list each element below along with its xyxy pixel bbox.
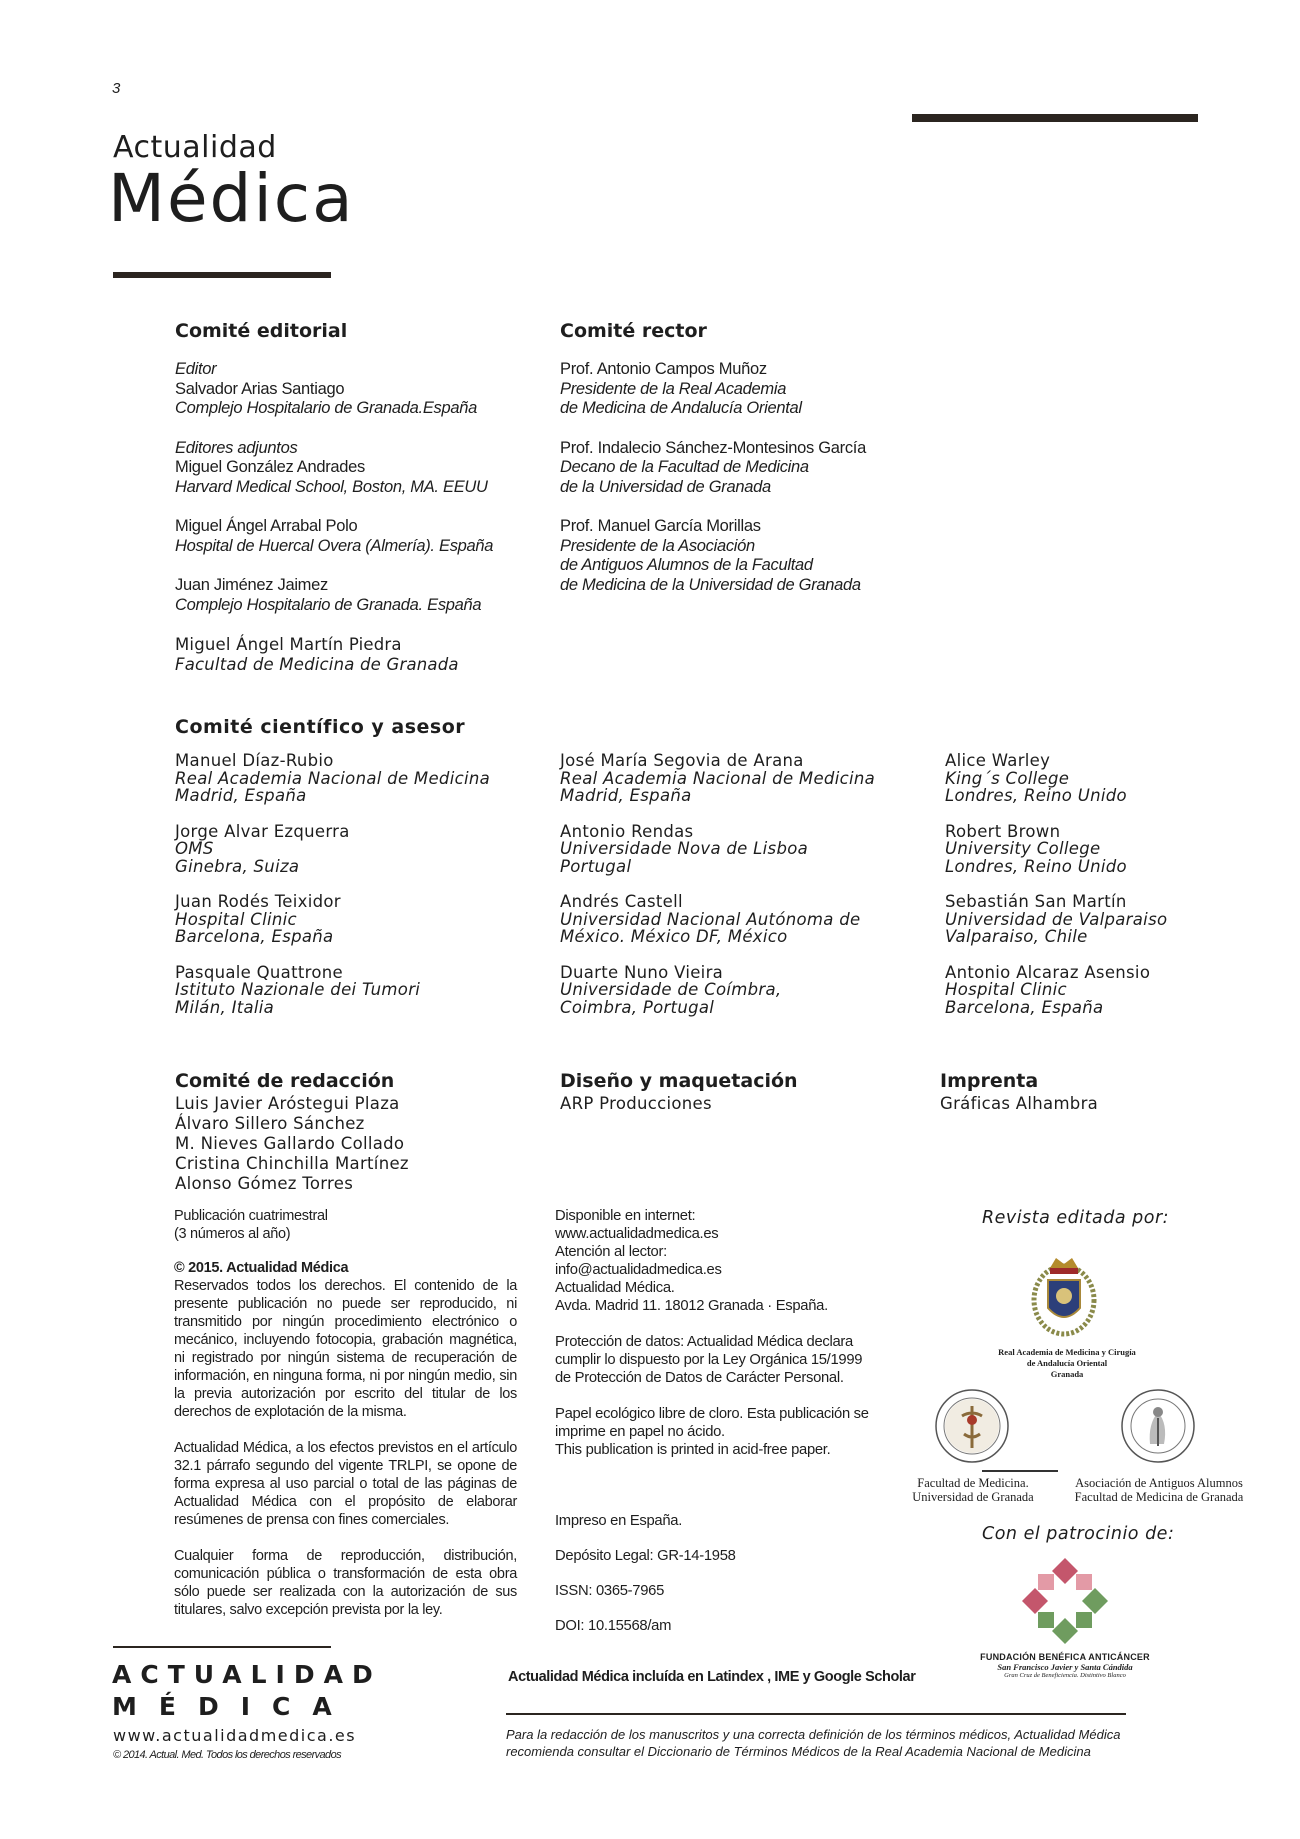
website-link[interactable]: www.actualidadmedica.es: [555, 1226, 719, 1242]
doi: DOI: 10.15568/am: [555, 1618, 672, 1634]
asociacion-seal-icon: [1120, 1388, 1196, 1464]
editorial-name: Miguel González Andrades: [175, 458, 366, 476]
email-link[interactable]: info@actualidadmedica.es: [555, 1262, 722, 1278]
member-name: Manuel Díaz-Rubio: [175, 751, 334, 770]
member-affil: Istituto Nazionale dei Tumori: [175, 980, 421, 999]
facultad-seal-icon: [934, 1388, 1010, 1464]
cientifico-member: [560, 823, 930, 876]
info-line: Actualidad Médica.: [555, 1280, 675, 1296]
member-name: Antonio Alcaraz Asensio: [945, 962, 1151, 982]
editorial-group: [175, 360, 545, 419]
editorial-group: [175, 576, 545, 615]
member-name: Alice Warley: [945, 751, 1051, 770]
redaccion-name: M. Nieves Gallardo Collado: [175, 1134, 405, 1153]
academia-caption: [982, 1347, 1152, 1380]
footer-logo-rule: [113, 1646, 331, 1648]
cientifico-member: [560, 893, 930, 946]
member-location: Valparaiso, Chile: [945, 927, 1088, 946]
fundacion-name: FUNDACIÓN BENÉFICA ANTICÁNCER: [980, 1652, 1150, 1662]
editorial-affil: Facultad de Medicina de Granada: [175, 654, 459, 674]
member-name: José María Segovia de Arana: [560, 751, 804, 770]
member-affil: Universidade de Coímbra,: [560, 980, 782, 999]
member-location: Ginebra, Suiza: [175, 856, 300, 876]
rector-group: [560, 517, 980, 595]
redaccion-list: [175, 1094, 409, 1194]
comite-editorial-title: Comité editorial: [175, 320, 348, 342]
imprenta-value: Gráficas Alhambra: [940, 1094, 1099, 1113]
redaccion-name: Cristina Chinchilla Martínez: [175, 1154, 409, 1173]
cientifico-member: [175, 823, 545, 876]
cientifico-member: [945, 964, 1205, 1017]
rector-group: [560, 360, 980, 419]
comite-rector-title: Comité rector: [560, 320, 707, 342]
member-affil: Real Academia Nacional de Medicina: [175, 768, 491, 788]
proteccion-line: de Protección de Datos de Carácter Personal.: [555, 1370, 844, 1386]
editorial-affil: Hospital de Huercal Overa (Almería). España: [175, 536, 494, 555]
patrocinio-label: Con el patrocinio de:: [982, 1524, 1175, 1544]
logo-small-text: Actualidad: [113, 130, 277, 165]
member-name: Jorge Alvar Ezquerra: [175, 821, 350, 841]
diseno-title: Diseño y maquetación: [560, 1070, 798, 1092]
member-location: Barcelona, España: [175, 927, 334, 946]
rector-name: Prof. Antonio Campos Muñoz: [560, 360, 767, 378]
cientifico-member: [560, 964, 930, 1017]
member-affil: Hospital Clinic: [945, 980, 1067, 999]
footer-divider: [506, 1713, 1126, 1715]
redaccion-name: Luis Javier Aróstegui Plaza: [175, 1094, 400, 1113]
top-decorative-bar: [912, 114, 1198, 122]
rector-affil: de la Universidad de Granada: [560, 477, 771, 496]
rector-name: Prof. Manuel García Morillas: [560, 517, 761, 535]
member-name: Duarte Nuno Vieira: [560, 962, 724, 982]
academia-crest-icon: [1020, 1250, 1108, 1340]
redaccion-name: Alonso Gómez Torres: [175, 1174, 354, 1193]
cientifico-member: [175, 893, 545, 946]
rector-affil: Presidente de la Asociación: [560, 536, 755, 555]
proteccion-line: cumplir lo dispuesto por la Ley Orgánica 15/1999: [555, 1352, 863, 1368]
legal-column: [174, 1207, 517, 1619]
member-affil: Universidad de Valparaiso: [945, 909, 1168, 929]
asociacion-caption: [1064, 1476, 1254, 1504]
logo-underline-bar: [113, 272, 331, 278]
rector-group: [560, 439, 980, 498]
address-line: Avda. Madrid 11. 18012 Granada · España.: [555, 1298, 828, 1314]
publication-frequency-detail: (3 números al año): [174, 1226, 291, 1242]
trlpi-paragraph: Actualidad Médica, a los efectos previstos en el artículo 32.1 párrafo segundo del vigente TRLPI, se opone de forma expresa al uso parcial o total de las páginas de Actualidad Médica con el propósito de elaborar resúmenes de prensa con fines comerciales.: [174, 1440, 517, 1528]
proteccion-line: Protección de datos: Actualidad Médica declara: [555, 1334, 853, 1350]
page-number: 3: [112, 80, 121, 97]
cientifico-column-3: [945, 752, 1205, 1034]
member-affil: University College: [945, 839, 1101, 858]
cientifico-column-2: [560, 752, 930, 1034]
member-name: Robert Brown: [945, 821, 1061, 841]
rector-affil: de Medicina de Andalucía Oriental: [560, 399, 802, 417]
member-affil: King´s College: [945, 768, 1070, 788]
cientifico-member: [175, 964, 545, 1017]
member-name: Andrés Castell: [560, 892, 683, 911]
comite-cientifico-title: Comité científico y asesor: [175, 716, 466, 738]
footer-logo-line1: ACTUALIDAD: [112, 1660, 382, 1689]
member-location: Coimbra, Portugal: [560, 997, 715, 1017]
rector-affil: de Antiguos Alumnos de la Facultad: [560, 556, 813, 574]
academia-line: de Andalucía Oriental: [1026, 1358, 1108, 1368]
footer-copyright: © 2014. Actual. Med. Todos los derechos reservados: [113, 1749, 341, 1761]
info-line: Atención al lector:: [555, 1244, 667, 1260]
member-name: Antonio Rendas: [560, 821, 694, 841]
rector-affil: de Medicina de la Universidad de Granada: [560, 575, 861, 594]
logo-big-text: Médica: [108, 160, 355, 237]
info-line: Disponible en internet:: [555, 1208, 696, 1224]
member-affil: OMS: [175, 839, 214, 858]
recommendation-line: recomienda consultar el Diccionario de Términos Médicos de la Real Academia Nacional de Medicina: [506, 1744, 1091, 1759]
deposito-legal: Depósito Legal: GR-14-1958: [555, 1548, 736, 1564]
member-location: Londres, Reino Unido: [945, 786, 1127, 805]
info-column: [555, 1207, 915, 1459]
member-location: Madrid, España: [175, 786, 307, 805]
editorial-group: [175, 439, 545, 498]
editorial-affil: Harvard Medical School, Boston, MA. EEUU: [175, 477, 488, 496]
copyright-title: © 2015. Actualidad Médica: [174, 1260, 349, 1276]
member-name: Pasquale Quattrone: [175, 962, 343, 982]
reproduction-paragraph: Cualquier forma de reproducción, distribución, comunicación pública o transformación de esta obra sólo puede ser realizada con la autorización de sus titulares, salvo excepción prevista por la ley.: [174, 1548, 517, 1618]
editorial-name: Juan Jiménez Jaimez: [175, 576, 328, 594]
copyright-text: Reservados todos los derechos. El contenido de la presente publicación no puede ser reproducido, ni transmitido por ningún procedimiento electrónico o mecánico, incluyendo fotocopia, grabación magnética, ni registrado por ningún sistema de recuperación de información, en ninguna forma, ni por ningún medio, sin la previa autorización por escrito del titular de los derechos de explotación de la misma.: [174, 1278, 517, 1420]
rector-name: Prof. Indalecio Sánchez-Montesinos García: [560, 438, 866, 457]
editorial-role: Editores adjuntos: [175, 438, 298, 457]
redaccion-title: Comité de redacción: [175, 1070, 395, 1092]
facultad-caption: [900, 1476, 1046, 1504]
fundacion-caption: [960, 1652, 1170, 1679]
academia-line: Real Academia de Medicina y Cirugía: [998, 1347, 1136, 1357]
editorial-name: Salvador Arias Santiago: [175, 379, 345, 398]
member-name: Sebastián San Martín: [945, 892, 1127, 911]
editorial-group: [175, 635, 545, 674]
fundacion-distinction: Gran Cruz de Beneficiencia. Distintivo Blanco: [1004, 1672, 1126, 1679]
diseno-value: ARP Producciones: [560, 1094, 712, 1113]
footer-logo-line2: MÉDICA: [112, 1692, 354, 1721]
issn: ISSN: 0365-7965: [555, 1583, 665, 1599]
latindex-note: Actualidad Médica incluída en Latindex , IME y Google Scholar: [508, 1669, 916, 1685]
cientifico-member: [945, 752, 1205, 805]
member-location: México. México DF, México: [560, 927, 788, 946]
cientifico-member: [560, 752, 930, 805]
member-affil: Real Academia Nacional de Medicina: [560, 768, 876, 788]
editorial-group: [175, 517, 545, 556]
comite-editorial-list: [175, 360, 545, 694]
member-name: Juan Rodés Teixidor: [175, 892, 341, 911]
member-location: Milán, Italia: [175, 997, 275, 1017]
rector-affil: Presidente de la Real Academia: [560, 379, 787, 398]
papel-line: This publication is printed in acid-free paper.: [555, 1442, 831, 1458]
member-location: Portugal: [560, 856, 632, 876]
redaccion-name: Álvaro Sillero Sánchez: [175, 1114, 365, 1133]
cientifico-column-1: [175, 752, 545, 1034]
member-location: Barcelona, España: [945, 997, 1104, 1017]
member-location: Londres, Reino Unido: [945, 856, 1127, 876]
papel-line: imprime en papel no ácido.: [555, 1424, 725, 1440]
editorial-affil: Complejo Hospitalario de Granada.España: [175, 399, 477, 417]
asociacion-line: Asociación de Antiguos Alumnos: [1075, 1476, 1243, 1490]
fundacion-cross-icon: [1018, 1554, 1112, 1648]
academia-line: Granada: [1050, 1369, 1084, 1379]
facultad-line: Universidad de Granada: [912, 1490, 1034, 1504]
cientifico-member: [175, 752, 545, 805]
member-affil: Universidad Nacional Autónoma de: [560, 909, 861, 929]
editorial-name: Miguel Ángel Arrabal Polo: [175, 517, 358, 535]
cientifico-member: [945, 893, 1205, 946]
imprenta-title: Imprenta: [940, 1070, 1039, 1092]
member-affil: Universidade Nova de Lisboa: [560, 839, 809, 858]
recommendation-line: Para la redacción de los manuscritos y una correcta definición de los términos médicos, Actualidad Médica: [506, 1727, 1121, 1742]
cientifico-member: [945, 823, 1205, 876]
publication-frequency: Publicación cuatrimestral: [174, 1208, 328, 1224]
editorial-role: Editor: [175, 360, 217, 378]
facultad-seal-underline: [982, 1470, 1058, 1472]
member-affil: Hospital Clinic: [175, 909, 297, 929]
papel-line: Papel ecológico libre de cloro. Esta publicación se: [555, 1406, 869, 1422]
fundacion-subtitle: San Francisco Javier y Santa Cándida: [997, 1662, 1133, 1672]
editorial-affil: Complejo Hospitalario de Granada. España: [175, 595, 482, 614]
footer-url[interactable]: www.actualidadmedica.es: [113, 1726, 357, 1745]
editorial-name: Miguel Ángel Martín Piedra: [175, 635, 402, 654]
recommendation-note: [506, 1726, 1120, 1760]
member-location: Madrid, España: [560, 786, 692, 805]
comite-rector-list: [560, 360, 980, 615]
revista-editada-label: Revista editada por:: [982, 1208, 1170, 1228]
facultad-line: Facultad de Medicina.: [917, 1476, 1029, 1490]
impreso-text: Impreso en España.: [555, 1513, 683, 1529]
asociacion-line: Facultad de Medicina de Granada: [1074, 1490, 1244, 1504]
rector-affil: Decano de la Facultad de Medicina: [560, 458, 809, 476]
